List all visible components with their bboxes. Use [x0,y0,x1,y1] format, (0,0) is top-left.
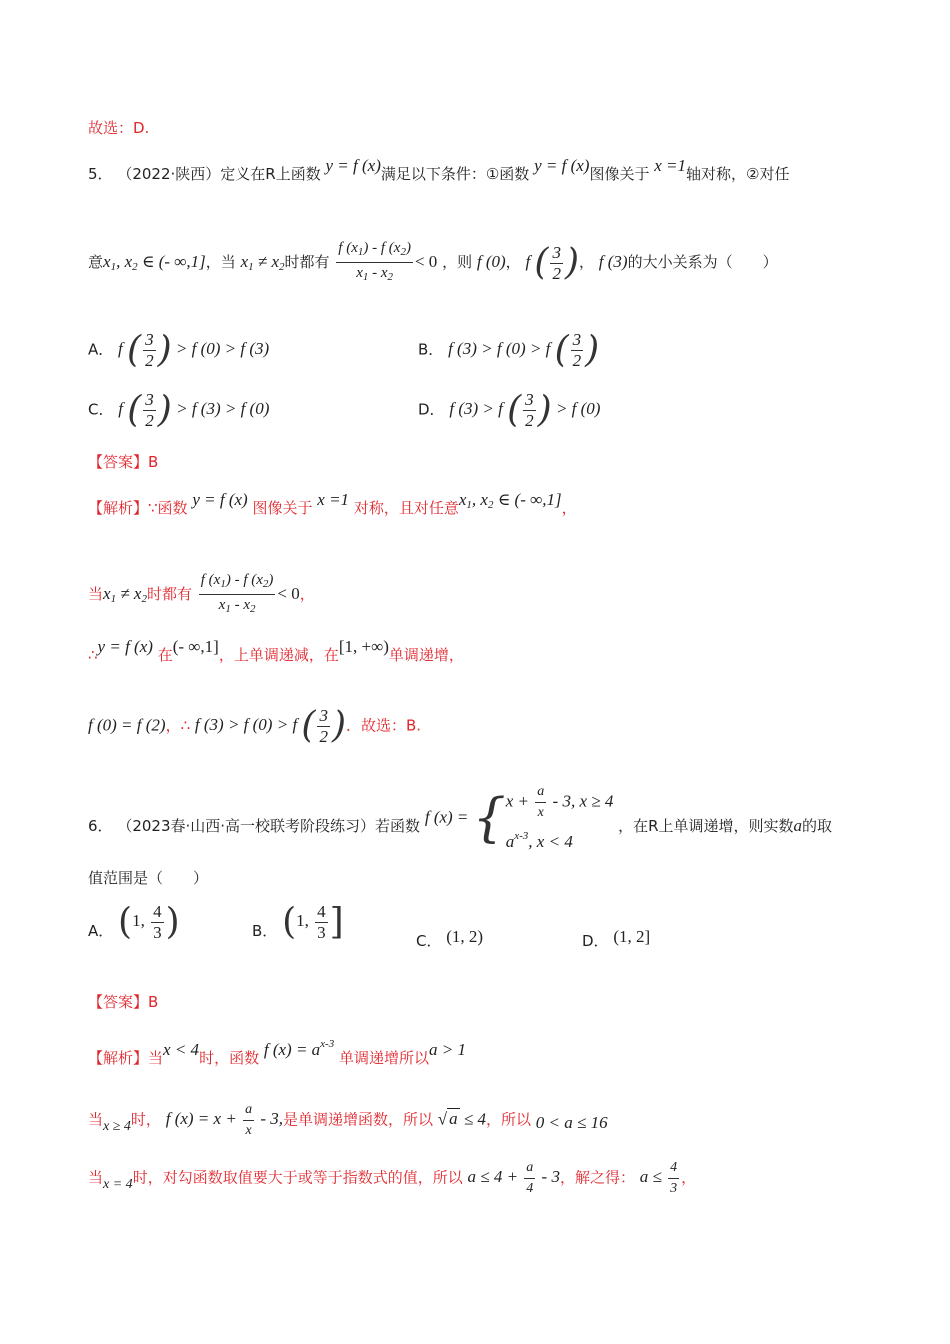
prev-conclusion: 故选：D. [88,119,150,137]
q5-expr-y-fx-2: y = f (x) [534,156,590,175]
q6-piecewise-function: f (x) = { x + $\frac{a}{x}$ - 3, x ≥ 4 $a^{x-3}$, x < 4 [424,784,614,851]
q5-expr-x1: x =1 [654,156,687,175]
q5-expr-neq: $x_1 \ne x_2$ [240,252,285,273]
q5-option-b[interactable]: B． f (3) > f (0) > f ( $\frac{3}{2}$ ) [418,330,600,371]
q6-analysis-line-3: 当x = 4时，对勾函数取值要大于或等于指数式的值，所以 a ≤ 4 + $\frac{a}{4}$ - 3，解之得： a ≤ $\frac{4}{3}$ ， [88,1160,697,1196]
q6-source: （2023春·山西·高一校联考阶段练习） [117,817,376,835]
q5-analysis-line-2: 当$x_1 \ne x_2$时都有 $\frac{f (x_1) - f (x_2)}{x_1 - x_2}$ < 0， [88,572,315,615]
q5-analysis-line-4: f (0) = f (2)，∴ f (3) > f (0) > f ( $\frac{3}{2}$ )．故选：B. [88,705,422,747]
q5-analysis-label: 【解析】 [88,499,149,517]
q6-option-d[interactable]: D． (1, 2] [582,927,651,950]
q6-analysis-label: 【解析】 [88,1049,149,1067]
q5-option-c[interactable]: C． f ( $\frac{3}{2}$ ) > f (3) > f (0) [88,390,270,431]
q5-stem-line-2: 意$x_1$, $x_2$ ∈ (- ∞,1]，当 $x_1 \ne x_2$时都有 $\frac{f (x_1) - f (x_2)}{x_1 - x_2}$ < 0 ，则 f (0)， f ( $\frac{3}{2}$ )， f (3)的大小关系为（ ） [88,238,778,287]
q6-stem-line-2: 值范围是（ ） [88,869,209,887]
q5-expr-f32: f ( $\frac{3}{2}$ ) [525,242,580,284]
q5-expr-f3: f (3) [598,252,628,271]
q5-option-d[interactable]: D． f (3) > f ( $\frac{3}{2}$ ) > f (0) [418,390,601,431]
q5-expr-f0: f (0) [476,252,506,271]
q5-number: 5． [88,165,113,183]
q5-expr-fraction: $\frac{f (x_1) - f (x_2)}{x_1 - x_2}$ [338,240,411,283]
q6-option-c[interactable]: C． (1, 2) [416,927,484,950]
q5-source: （2022·陕西） [117,165,221,183]
q6-stem-line-1: 6． （2023春·山西·高一校联考阶段练习）若函数 f (x) = { x + $\frac{a}{x}$ - 3, x ≥ 4 $a^{x-3}$, x < 4 ，在R上单调递增，则实数a的取 [88,790,832,863]
q6-option-b[interactable]: B． (1, $\frac{4}{3}$ ] [252,902,344,943]
q6-answer: 【答案】B [88,993,159,1011]
q6-analysis-line-2: 当x ≥ 4时， f (x) = x + $\frac{a}{x}$ - 3,是单调递增函数，所以 √ a ≤ 4，所以 0 < a ≤ 16 [88,1102,608,1138]
q5-expr-y-fx: y = f (x) [325,156,381,175]
q5-analysis-line-1: 【解析】∵函数 y = f (x) 图像关于 x =1 对称，且对任意$x_1$, $x_2$ ∈ (- ∞,1]， [88,490,577,517]
q5-answer: 【答案】B [88,453,159,471]
q6-analysis-line-1: 【解析】当x < 4时，函数 f $(x) = a^{x-3}$ 单调递增所以a > 1 [88,1038,466,1067]
q5-expr-domain: $x_1$, $x_2$ ∈ (- ∞,1] [103,252,206,273]
q5-analysis-line-3: ∴y = f (x) 在(- ∞,1]，上单调递减，在[1, +∞)单调递增， [88,637,464,664]
q6-number: 6． [88,817,113,835]
q5-stem-line-1: 5． （2022·陕西）定义在R上函数 y = f (x)满足以下条件：①函数 y = f (x)图像关于 x =1轴对称，②对任 [88,156,790,183]
q6-option-a[interactable]: A． (1, $\frac{4}{3}$ ) [88,902,180,943]
q5-option-a[interactable]: A． f ( $\frac{3}{2}$ ) > f (0) > f (3) [88,330,270,371]
